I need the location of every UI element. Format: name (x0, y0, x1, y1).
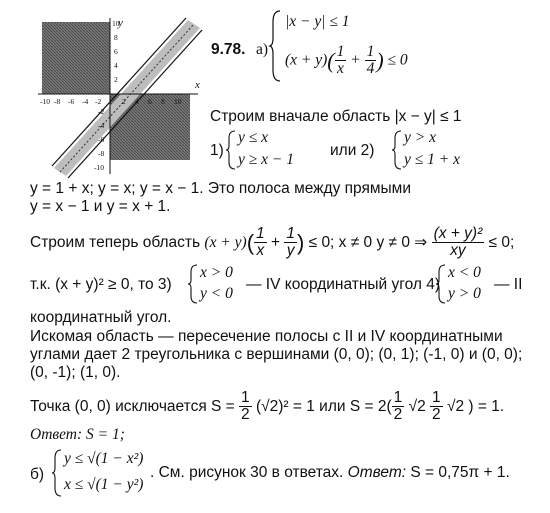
frac-den: y (286, 242, 295, 260)
step1-text: Строим вначале область |x − y| ≤ 1 (210, 108, 462, 125)
leq-zero: ≤ 0 (387, 51, 408, 69)
x-tick: -8 (54, 97, 61, 106)
y-tick: -4 (98, 121, 105, 130)
frac-num: 1 (286, 225, 295, 242)
case2-line-1: y > x (404, 129, 436, 146)
system-brace (270, 10, 282, 82)
frac-den: x (256, 242, 265, 260)
case4-line-1: x < 0 (448, 264, 481, 281)
frac-den: x (337, 60, 344, 78)
lines-text-2: y = x − 1 и y = x + 1. (30, 198, 171, 215)
step3-end: — II (494, 276, 523, 293)
axis-x-label: x (195, 79, 200, 91)
frac-den: 2 (432, 406, 441, 424)
sqrt-two: √2 (446, 397, 465, 415)
case3-brace (188, 264, 198, 304)
expr-x-plus-y: (x + y) (285, 51, 328, 69)
case4-brace (436, 264, 446, 304)
system-line-1: |x − y| ≤ 1 (285, 13, 350, 30)
x-tick: -6 (68, 97, 75, 106)
answer-label: Ответ: (30, 426, 83, 443)
axis-y-label: y (118, 17, 123, 29)
plus-sign: + (270, 233, 281, 251)
frac-num: 1 (432, 389, 441, 406)
system-line-2: (x + y)( $\frac{1}{x}$ + $\frac{1}{4}$ ) ≤ 0 (285, 43, 408, 78)
case1-line-1: y ≤ x (238, 129, 269, 146)
frac-num: 1 (366, 43, 375, 60)
step3-cont: координатный угол. (30, 309, 172, 326)
para-line-1: Искомая область — пересечение полосы с II и IV координатными (30, 328, 503, 345)
y-tick: -2 (98, 107, 105, 116)
step2-tail: ≤ 0; (488, 233, 515, 251)
para-line-2: углами дает 2 треугольника с вершинами (0, 0); (0, 1); (-1, 0) и (0, 0); (30, 346, 523, 363)
part-b-brace (52, 449, 62, 497)
part-b-answer-label: Ответ: (347, 464, 407, 481)
area-line (30, 390, 504, 424)
y-tick: -10 (94, 163, 104, 172)
answer-value: S = 1; (86, 426, 125, 443)
para-line-3: (0, -1); (1, 0). (30, 364, 121, 381)
case2-brace (392, 130, 402, 170)
frac-den: 4 (366, 60, 375, 78)
case4-line-2: y > 0 (448, 285, 481, 302)
part-b-answer-value: S = 0,75π + 1. (410, 464, 510, 481)
case3-line-1: x > 0 (200, 264, 233, 281)
step2-lead: Строим теперь область (30, 233, 201, 251)
part-b-line-1: y ≤ √(1 − x²) (64, 450, 144, 467)
problem-number: 9.78. (211, 41, 246, 58)
region-graph (38, 18, 208, 178)
area-lead: Точка (0, 0) исключается S = (30, 397, 235, 415)
x-tick: 8 (161, 97, 165, 106)
lines-text-1: y = 1 + x; y = x; y = x − 1. Это полоса между прямыми (30, 180, 411, 197)
sqrt-two: √2 (408, 397, 426, 415)
step3-lead: т.к. (x + y)² ≥ 0, то 3) (30, 276, 172, 293)
y-tick: 6 (114, 47, 118, 56)
case1-line-2: y ≥ x − 1 (238, 151, 294, 168)
y-tick: 2 (114, 75, 118, 84)
x-tick: 6 (148, 97, 152, 106)
step2-cond: ≤ 0; x ≠ 0 y ≠ 0 ⇒ (308, 233, 428, 251)
step3-mid: — IV координатный угол 4) (246, 276, 440, 293)
or-case2-label: или 2) (330, 142, 375, 159)
plus-sign: + (350, 51, 361, 69)
x-tick: -10 (40, 97, 50, 106)
part-a-label: а) (256, 41, 269, 58)
x-tick: -4 (82, 97, 89, 106)
part-b-ref: . См. рисунок 30 в ответах. (150, 464, 344, 481)
step2-line: Строим теперь область (x + y)( $\frac{1}{x}$ + $\frac{1}{y}$ ) ≤ 0; x ≠ 0 y ≠ 0 ⇒ $\frac{\text{(x + y)²}}{xy}$ ≤ 0; (30, 225, 515, 260)
frac-num: (x + y)² (433, 225, 483, 242)
case3-line-2: y < 0 (200, 285, 233, 302)
part-b-line-2: x ≤ √(1 − y²) (64, 476, 144, 493)
case2-line-2: y ≤ 1 + x (404, 151, 460, 168)
frac-den: 2 (241, 406, 250, 424)
quadrant-ii-shading (42, 22, 110, 94)
part-b-label: б) (30, 466, 45, 483)
frac-den: 2 (393, 406, 403, 424)
answer-a (30, 426, 125, 444)
y-tick: -8 (98, 149, 105, 158)
x-tick: -2 (95, 97, 102, 106)
frac-num: 1 (241, 389, 250, 406)
x-tick: 10 (174, 97, 182, 106)
y-tick: 4 (114, 61, 118, 70)
area-mid: (√2)² = 1 или S = 2( (255, 397, 392, 415)
y-tick: -6 (98, 135, 105, 144)
x-tick: 2 (122, 97, 126, 106)
y-tick: 10 (112, 19, 120, 28)
case1-label: 1) (210, 142, 224, 159)
x-tick: 4 (135, 97, 139, 106)
y-tick: 8 (114, 33, 118, 42)
step2-expr: (x + y) (204, 233, 247, 251)
frac-num: 1 (256, 225, 265, 242)
part-b-text (150, 464, 510, 482)
frac-den: xy (450, 242, 466, 260)
frac-num: 1 (393, 389, 403, 406)
case1-brace (226, 130, 236, 170)
frac-num: 1 (336, 43, 345, 60)
area-end: ) = 1. (468, 397, 505, 415)
